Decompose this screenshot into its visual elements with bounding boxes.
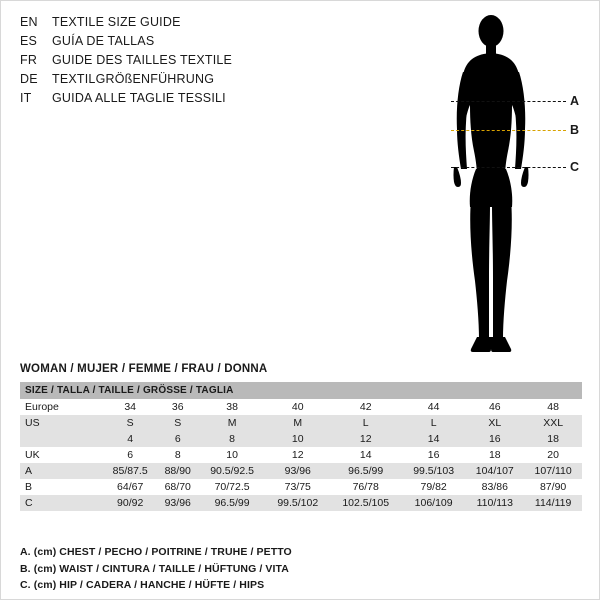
cell: 12 — [266, 447, 329, 463]
cell: L — [329, 415, 401, 431]
legend-line-a: A. (cm) CHEST / PECHO / POITRINE / TRUHE / PETTO — [20, 546, 292, 558]
language-row — [20, 15, 350, 34]
row-label: US — [20, 415, 103, 431]
cell: 14 — [329, 447, 401, 463]
waist-measure-line — [451, 130, 566, 131]
cell: 93/96 — [266, 463, 329, 479]
language-title: TEXTILGRÖßENFÜHRUNG — [52, 72, 215, 86]
language-list — [20, 15, 350, 110]
cell: 36 — [157, 399, 198, 415]
cell: 16 — [402, 447, 465, 463]
chest-measure-line — [451, 101, 566, 102]
cell: S — [103, 415, 157, 431]
table-row — [20, 479, 582, 495]
cell: 46 — [465, 399, 524, 415]
cell: L — [402, 415, 465, 431]
legend-line-b: B. (cm) WAIST / CINTURA / TAILLE / HÜFTUNG / VITA — [20, 562, 289, 575]
cell: 38 — [198, 399, 266, 415]
language-code: EN — [20, 15, 38, 29]
cell: 85/87.5 — [103, 463, 157, 479]
language-title: GUIDE DES TAILLES TEXTILE — [52, 53, 233, 67]
cell: 102.5/105 — [329, 495, 401, 511]
cell: 16 — [465, 431, 524, 447]
cell: 6 — [103, 447, 157, 463]
section-title: WOMAN / MUJER / FEMME / FRAU / DONNA — [20, 363, 268, 375]
language-row — [20, 91, 350, 110]
cell: 96.5/99 — [198, 495, 266, 511]
cell: 104/107 — [465, 463, 524, 479]
table-row — [20, 495, 582, 511]
woman-silhouette-icon — [421, 9, 591, 369]
cell: M — [198, 415, 266, 431]
cell: 76/78 — [329, 479, 401, 495]
table-header-label: SIZE / TALLA / TAILLE / GRÖSSE / TAGLIA — [20, 382, 582, 399]
cell: 99.5/102 — [266, 495, 329, 511]
table-row — [20, 431, 582, 447]
row-label: B — [20, 479, 103, 495]
female-body-figure — [421, 9, 591, 369]
cell: 96.5/99 — [329, 463, 401, 479]
language-code: DE — [20, 72, 38, 86]
cell: 8 — [157, 447, 198, 463]
table-row — [20, 463, 582, 479]
cell: 10 — [198, 447, 266, 463]
cell: 114/119 — [524, 495, 582, 511]
cell: 6 — [157, 431, 198, 447]
table-row — [20, 415, 582, 431]
cell: 48 — [524, 399, 582, 415]
cell: 34 — [103, 399, 157, 415]
legend-line-c: C. (cm) HIP / CADERA / HANCHE / HÜFTE / HIPS — [20, 579, 265, 591]
cell: 18 — [524, 431, 582, 447]
cell: 93/96 — [157, 495, 198, 511]
cell: 14 — [402, 431, 465, 447]
cell: 18 — [465, 447, 524, 463]
language-code: ES — [20, 34, 38, 48]
cell: 4 — [103, 431, 157, 447]
cell: 20 — [524, 447, 582, 463]
cell: 90/92 — [103, 495, 157, 511]
cell: 99.5/103 — [402, 463, 465, 479]
language-code: FR — [20, 53, 38, 67]
cell: 110/113 — [465, 495, 524, 511]
cell: 68/70 — [157, 479, 198, 495]
cell: XL — [465, 415, 524, 431]
cell: 8 — [198, 431, 266, 447]
cell: 73/75 — [266, 479, 329, 495]
cell: 79/82 — [402, 479, 465, 495]
language-code: IT — [20, 91, 32, 105]
table-row — [20, 447, 582, 463]
language-title: TEXTILE SIZE GUIDE — [52, 15, 181, 29]
cell: S — [157, 415, 198, 431]
cell: XXL — [524, 415, 582, 431]
cell: 83/86 — [465, 479, 524, 495]
row-label: C — [20, 495, 103, 511]
measurement-legend — [20, 544, 450, 594]
cell: 64/67 — [103, 479, 157, 495]
language-row — [20, 53, 350, 72]
cell: 42 — [329, 399, 401, 415]
cell: 10 — [266, 431, 329, 447]
row-label — [20, 431, 103, 447]
cell: 12 — [329, 431, 401, 447]
table-header-row — [20, 382, 582, 399]
row-label: Europe — [20, 399, 103, 415]
table-row — [20, 399, 582, 415]
cell: M — [266, 415, 329, 431]
size-table — [20, 382, 582, 511]
cell: 106/109 — [402, 495, 465, 511]
cell: 90.5/92.5 — [198, 463, 266, 479]
cell: 44 — [402, 399, 465, 415]
row-label: A — [20, 463, 103, 479]
language-title: GUÍA DE TALLAS — [52, 34, 155, 48]
marker-label-c: C — [570, 160, 580, 174]
cell: 88/90 — [157, 463, 198, 479]
row-label: UK — [20, 447, 103, 463]
language-row — [20, 72, 350, 91]
cell: 40 — [266, 399, 329, 415]
hip-measure-line — [451, 167, 566, 168]
cell: 87/90 — [524, 479, 582, 495]
cell: 70/72.5 — [198, 479, 266, 495]
marker-label-a: A — [570, 94, 580, 108]
language-title: GUIDA ALLE TAGLIE TESSILI — [52, 91, 226, 105]
cell: 107/110 — [524, 463, 582, 479]
marker-label-b: B — [570, 123, 580, 137]
language-row — [20, 34, 350, 53]
